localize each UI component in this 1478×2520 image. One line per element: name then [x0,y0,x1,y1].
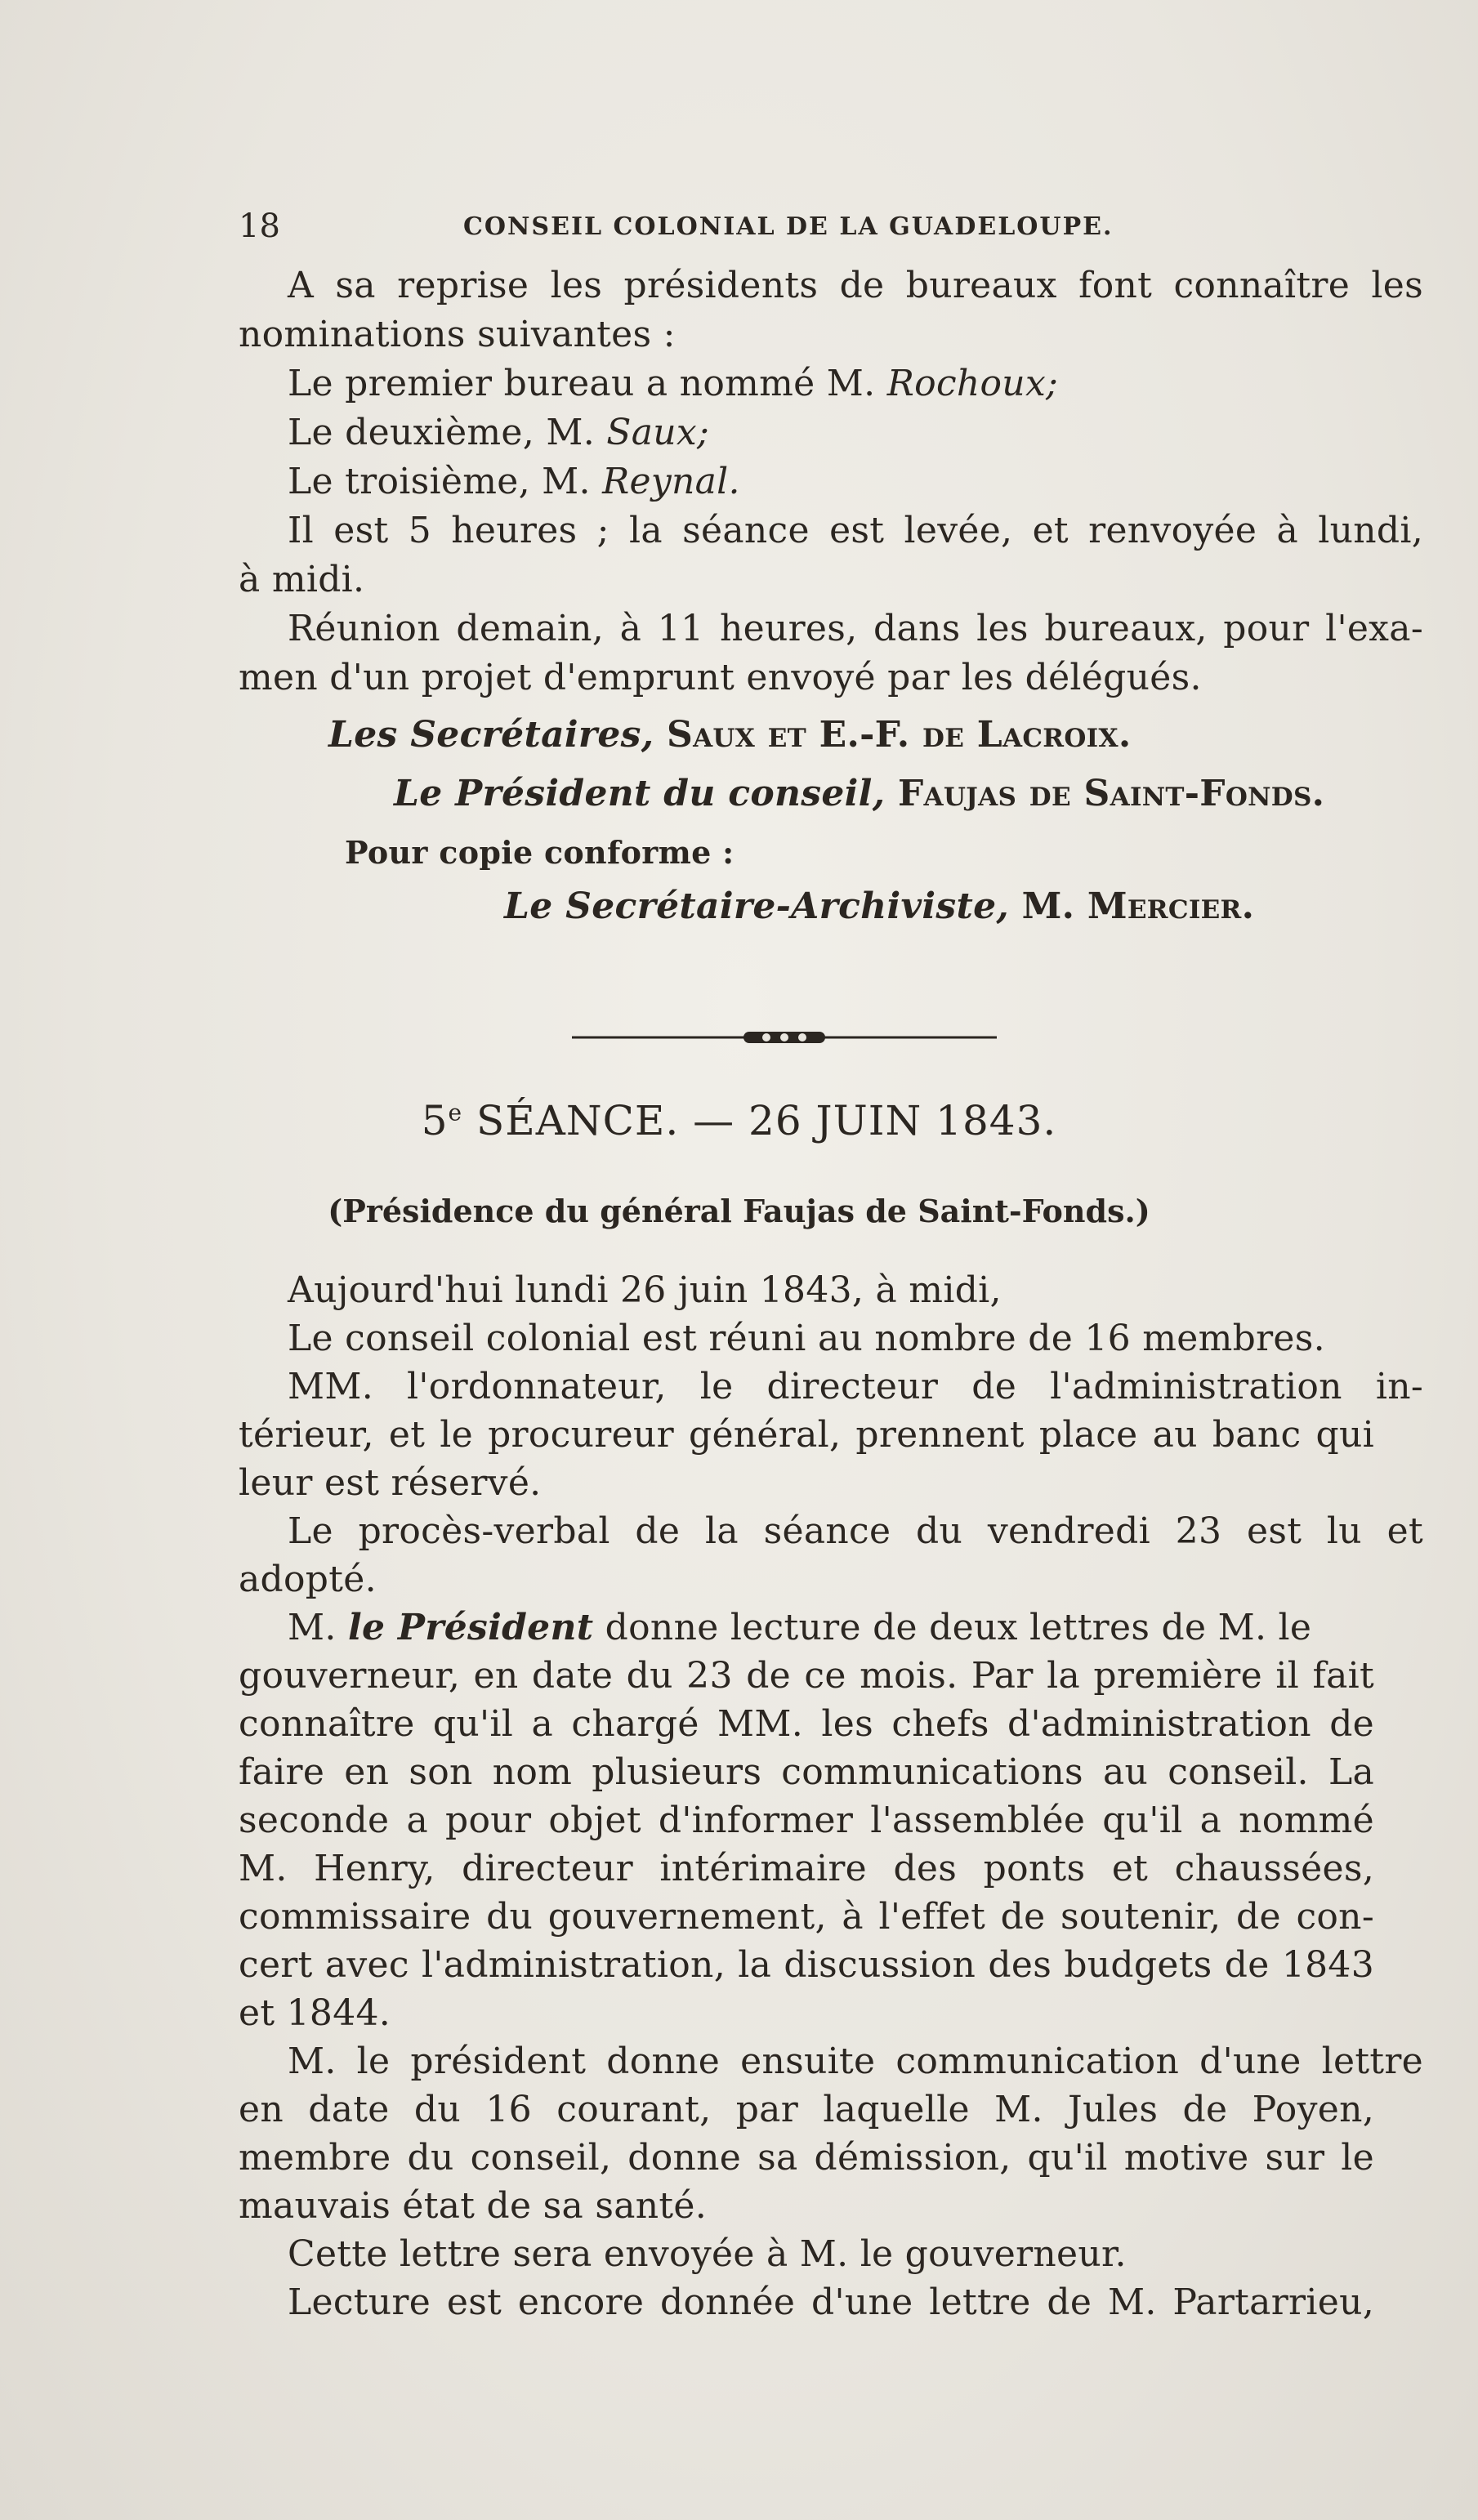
text-line: M. le président donne ensuite communication d'une lettre [288,2041,1423,2082]
text-line: à midi. [239,559,365,600]
session-number: 5 [421,1097,449,1144]
section-2-text [239,1266,1423,2326]
text-line [239,1603,1374,1652]
signature-names: Faujas de Saint-Fonds. [897,773,1325,814]
text-line: mauvais état de sa santé. [239,2185,707,2227]
president-italic: le Président [347,1607,594,1648]
text-line: nominations suivantes : [239,314,676,355]
signature-names: M. Mercier. [1021,885,1255,927]
signature-archiviste [239,882,1374,931]
presidence-note: (Présidence du général Faujas de Saint-Fonds.) [328,1193,1150,1229]
text-line: adopté. [239,1559,377,1600]
signature-names: Saux et E.-F. de Lacroix. [667,714,1132,756]
text-span: donne lecture de deux lettres de M. le [593,1607,1312,1648]
text-line: faire en son nom plusieurs communications au conseil. La [239,1751,1374,1793]
text-line: membre du conseil, donne sa démission, qu'il motive sur le [239,2137,1374,2179]
name-rochoux: Rochoux; [886,363,1059,404]
text-line: leur est réservé. [239,1462,542,1504]
text-span: Le deuxième, M. [288,412,607,453]
text-line [239,359,1374,408]
session-title [0,1097,1478,1144]
text-line [239,408,1374,457]
session-heading: SÉANCE. — 26 JUIN 1843. [462,1097,1057,1144]
text-line: connaître qu'il a chargé MM. les chefs d'administration de [239,1703,1374,1745]
text-line: Il est 5 heures ; la séance est levée, et renvoyée à lundi, [288,510,1423,551]
copy-conform-note: Pour copie conforme : [345,834,735,871]
text-line [239,457,1374,506]
text-line: men d'un projet d'emprunt envoyé par les délégués. [239,657,1202,698]
signature-role: Les Secrétaires, [328,714,667,756]
text-span: M. [288,1607,348,1648]
signature-role: Le Secrétaire-Archiviste, [504,885,1022,927]
signature-secretaires [239,711,1374,760]
text-line: Le conseil colonial est réuni au nombre de 16 membres. [288,1318,1325,1359]
page-number: 18 [239,207,280,245]
text-span: Le troisième, M. [288,461,603,502]
text-line: Réunion demain, à 11 heures, dans les bureaux, pour l'exa- [288,608,1423,649]
text-line: gouverneur, en date du 23 de ce mois. Par la première il fait [239,1655,1374,1697]
name-saux: Saux; [606,412,710,453]
signature-president [239,769,1374,818]
text-line: commissaire du gouvernement, à l'effet de soutenir, de con- [239,1896,1374,1938]
text-line: A sa reprise les présidents de bureaux font connaître les [288,265,1423,306]
text-line: térieur, et le procureur général, prennent place au banc qui [239,1414,1374,1456]
session-number-suffix: e [448,1099,463,1126]
divider-ornament [572,1025,997,1050]
text-line: M. Henry, directeur intérimaire des ponts et chaussées, [239,1848,1374,1889]
name-reynal: Reynal. [602,461,740,502]
running-title: CONSEIL COLONIAL DE LA GUADELOUPE. [463,212,1114,241]
text-line: Aujourd'hui lundi 26 juin 1843, à midi, [288,1269,1002,1311]
text-line: en date du 16 courant, par laquelle M. Jules de Poyen, [239,2089,1374,2130]
signature-role: Le Président du conseil, [394,773,898,814]
section-1-text [239,261,1423,931]
text-line: seconde a pour objet d'informer l'assemblée qu'il a nommé [239,1800,1374,1841]
text-line: Cette lettre sera envoyée à M. le gouverneur. [288,2233,1127,2275]
text-span: Le premier bureau a nommé M. [288,363,887,404]
text-line: et 1844. [239,1992,391,2034]
text-line: Le procès-verbal de la séance du vendredi 23 est lu et [288,1510,1423,1552]
page-header [239,207,1382,256]
text-line: cert avec l'administration, la discussion des budgets de 1843 [239,1944,1374,1986]
text-line: Lecture est encore donnée d'une lettre de M. Partarrieu, [288,2281,1374,2323]
text-line: MM. l'ordonnateur, le directeur de l'administration in- [288,1366,1423,1407]
